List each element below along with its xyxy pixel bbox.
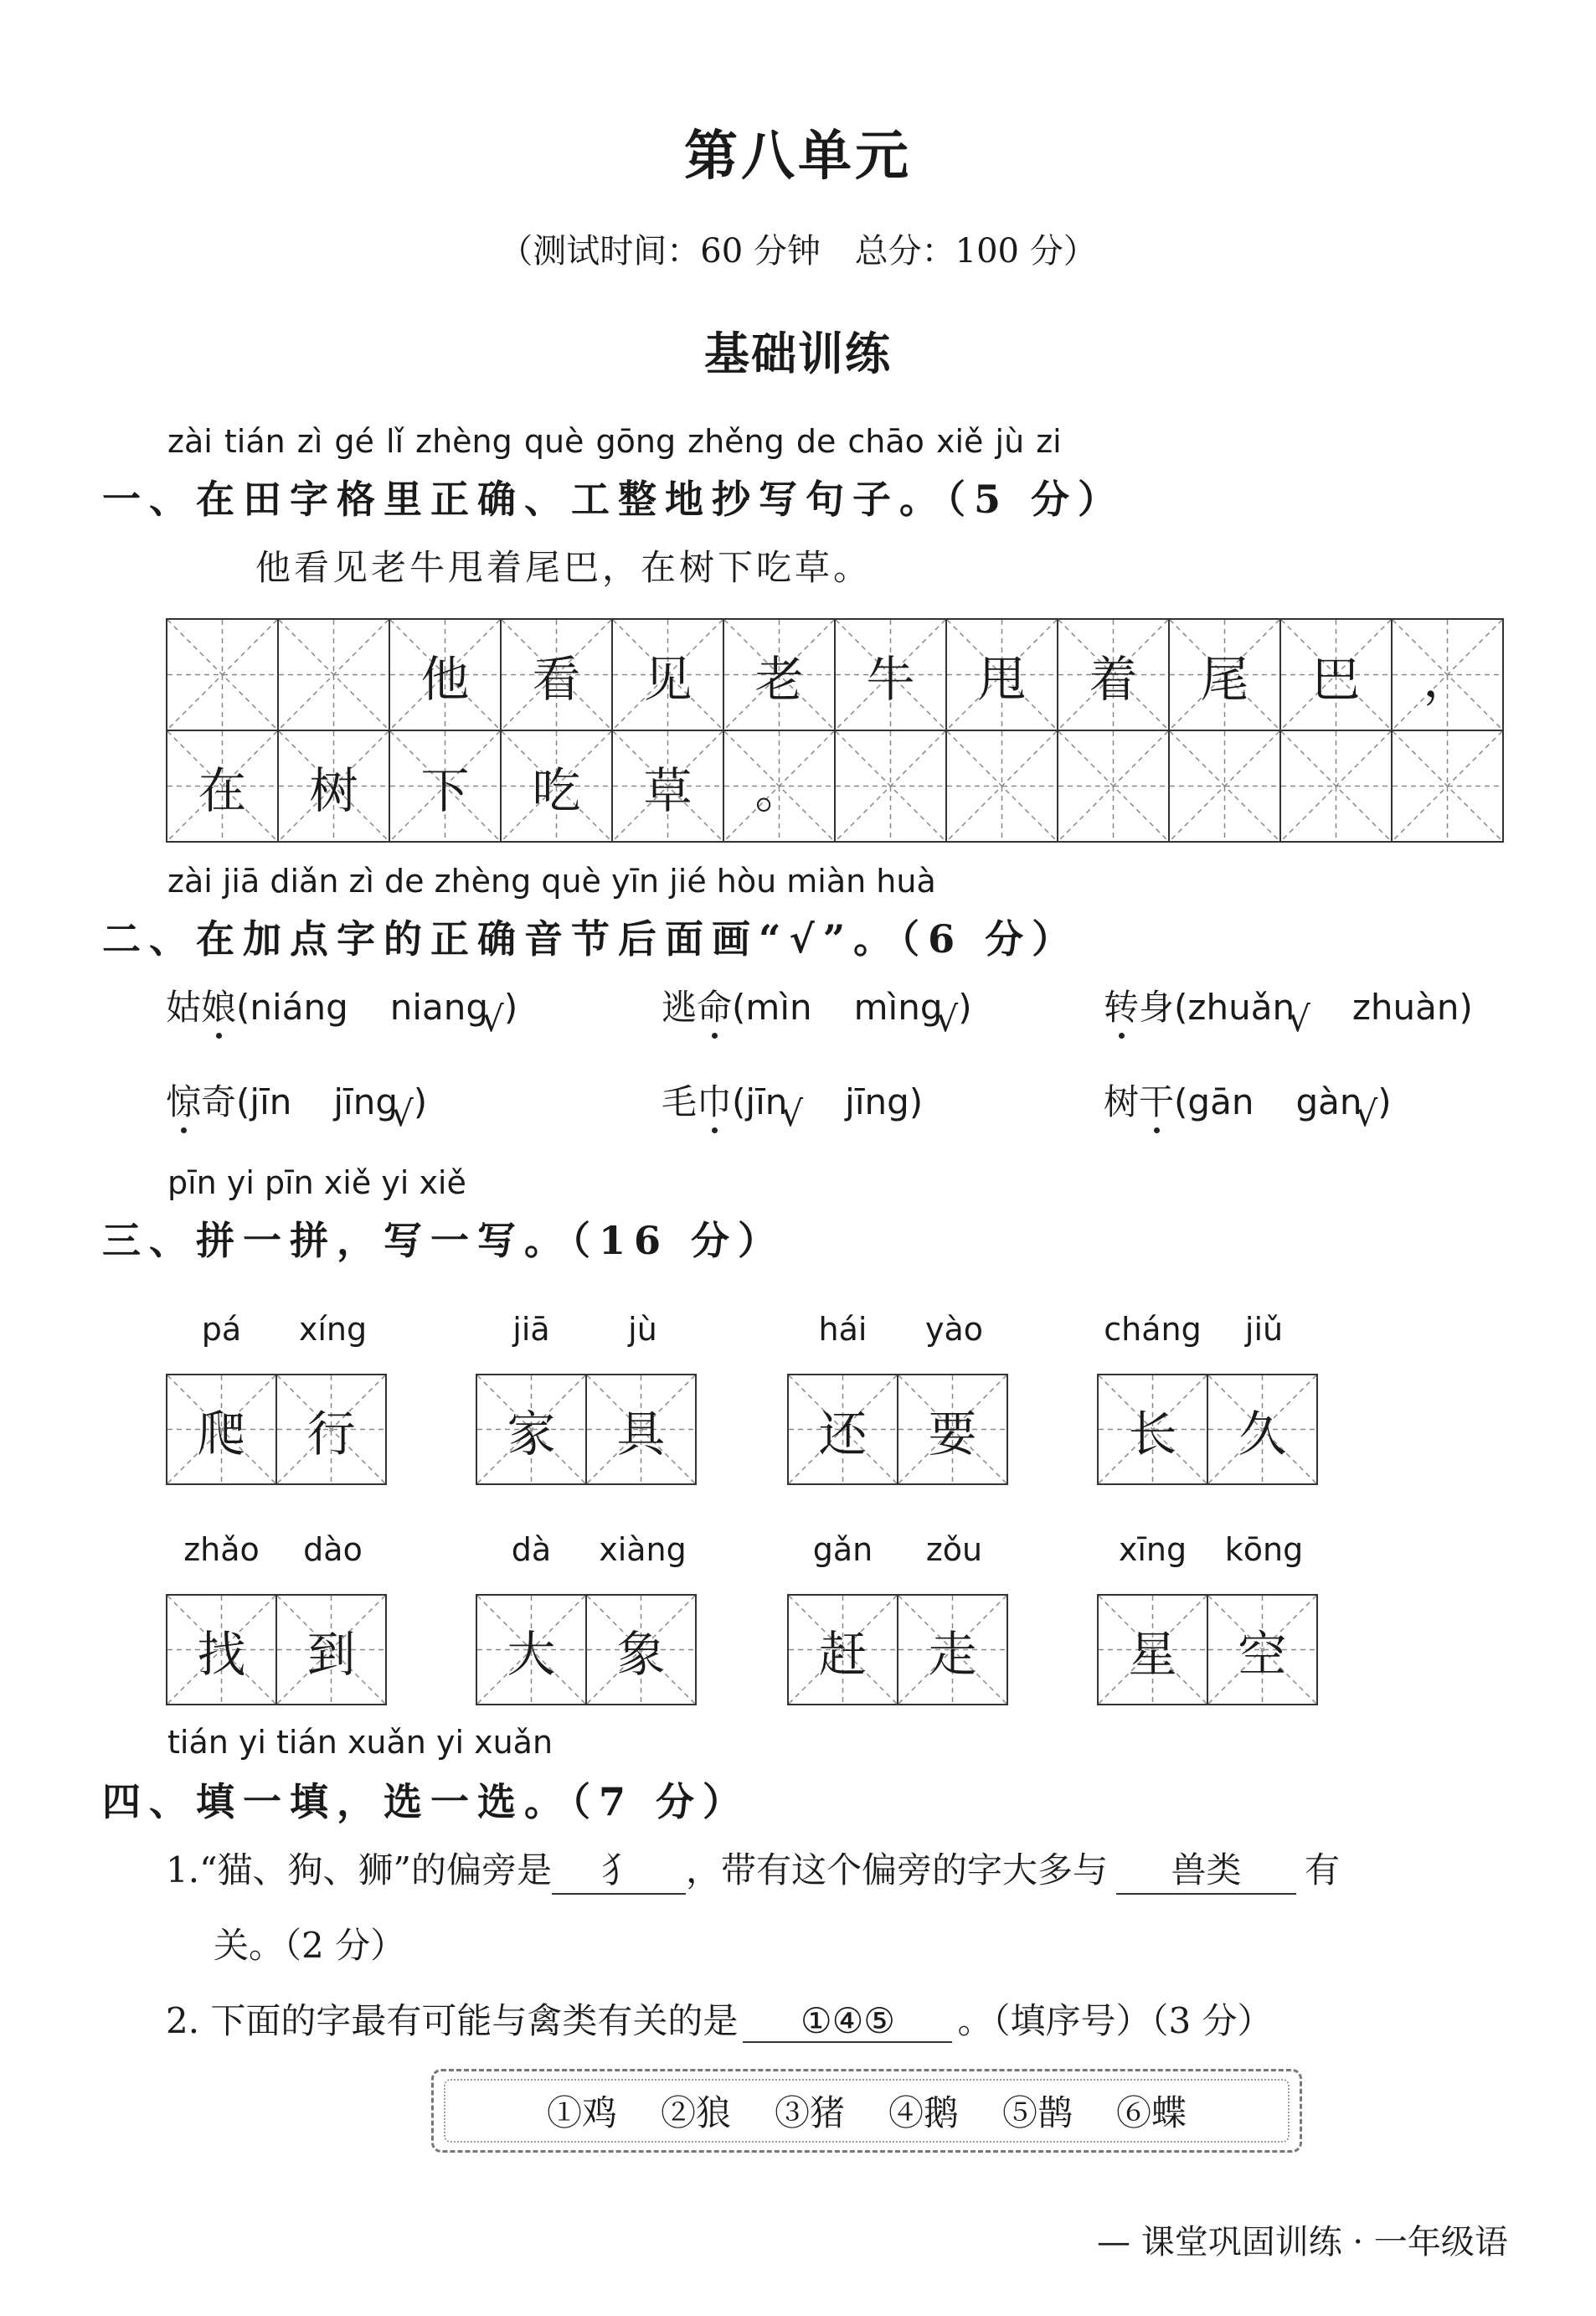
q3-grid-cell[interactable]	[1207, 1594, 1318, 1705]
q1-grid-cell[interactable]	[500, 618, 613, 731]
grid-char: 下	[420, 761, 470, 819]
q4-s1-prefix: 1.“猫、狗、狮”的偏旁是	[166, 1849, 553, 1890]
q4-choice: ⑤鹊	[1002, 2092, 1073, 2133]
q2-paren-close: )	[413, 1081, 428, 1122]
q3-grid-cell[interactable]	[1097, 1594, 1208, 1705]
q3-pinyin-1: hái	[818, 1311, 868, 1348]
q1-sentence: 他看见老牛甩着尾巴，在树下吃草。	[255, 547, 873, 588]
q2-option-b[interactable]: niang	[389, 987, 489, 1028]
q4-blank-sequence[interactable]: ①④⑤	[743, 2000, 952, 2043]
grid-char: 老	[754, 650, 804, 708]
q4-choice: ③猪	[774, 2092, 845, 2133]
q2-item	[662, 980, 972, 1039]
q2-option-a[interactable]: gān	[1187, 1081, 1254, 1122]
q3-pinyin: pīn yi pīn xiě yi xiě	[167, 1164, 466, 1201]
q3-pinyin-2: jiǔ	[1244, 1311, 1284, 1348]
q2-item	[1104, 980, 1473, 1039]
q4-choice: ⑥蝶	[1116, 2092, 1187, 2133]
grid-char: 具	[616, 1405, 666, 1462]
q3-pinyin-1: zhǎo	[183, 1531, 260, 1568]
q1-grid-cell[interactable]	[1057, 618, 1170, 731]
q3-grid-cell[interactable]	[275, 1594, 387, 1705]
q3-pinyin-2: jù	[628, 1311, 657, 1348]
grid-char: 巴	[1311, 650, 1361, 708]
grid-char	[1393, 731, 1502, 841]
q2-paren-open: (	[236, 987, 250, 1028]
q1-grid-cell[interactable]	[723, 618, 836, 731]
grid-char: 要	[928, 1405, 977, 1462]
q3-pinyin-2: kōng	[1224, 1531, 1304, 1568]
check-icon: √	[1355, 1093, 1378, 1134]
q4-s1-suffix: 有	[1305, 1849, 1341, 1890]
q4-heading: 四、填一填，选一选。（7 分）	[102, 1779, 750, 1824]
q2-option-b[interactable]: zhuàn	[1351, 987, 1460, 1028]
grid-char	[836, 731, 945, 841]
grid-char: 星	[1128, 1625, 1177, 1683]
q3-pinyin-2: zǒu	[925, 1531, 983, 1568]
q2-option-b[interactable]: jīng	[845, 1081, 909, 1122]
grid-char: 着	[1089, 650, 1138, 708]
q1-grid-cell[interactable]	[277, 730, 390, 843]
q4-sentence-2	[166, 1994, 1273, 2044]
q1-grid-cell[interactable]	[1279, 730, 1393, 843]
q2-option-b[interactable]: mìng	[853, 987, 943, 1028]
q2-paren-close: )	[503, 987, 518, 1028]
grid-char: 还	[818, 1405, 868, 1462]
q2-item	[1104, 1075, 1392, 1134]
q3-pinyin-1: gǎn	[812, 1531, 873, 1568]
test-time: （测试时间：60 分钟	[499, 232, 821, 271]
q3-grid-cell[interactable]	[897, 1374, 1008, 1485]
page-title: 第八单元	[684, 125, 912, 188]
grid-char: 到	[306, 1625, 356, 1683]
grid-char: 牛	[866, 650, 915, 708]
q1-grid-cell[interactable]	[1168, 730, 1281, 843]
q1-grid-cell[interactable]	[500, 730, 613, 843]
grid-char: 树	[309, 761, 358, 819]
q2-word-post: 身	[1139, 987, 1175, 1028]
q1-grid-cell[interactable]	[1168, 618, 1281, 731]
q4-blank-radical[interactable]: 犭	[552, 1843, 686, 1895]
test-info	[0, 224, 1596, 272]
q1-grid-cell[interactable]	[1279, 618, 1393, 731]
q2-paren-close: )	[958, 987, 972, 1028]
grid-char	[1058, 731, 1168, 841]
check-icon: √	[935, 998, 959, 1039]
q2-paren-close: )	[1377, 1081, 1392, 1122]
q1-grid-cell[interactable]	[834, 618, 947, 731]
q2-option-a[interactable]: jīn	[745, 1081, 788, 1122]
q2-option-a[interactable]: zhuǎn	[1187, 987, 1295, 1028]
q2-dotted-char: 转	[1104, 980, 1139, 1030]
grid-char: 见	[643, 650, 692, 708]
q3-pinyin-2: xíng	[298, 1311, 368, 1348]
q3-pinyin-1: jiā	[512, 1311, 550, 1348]
q4-choice: ④鹅	[888, 2092, 960, 2133]
grid-char: 久	[1238, 1405, 1287, 1462]
grid-char	[167, 620, 277, 730]
q2-paren-open: (	[732, 987, 746, 1028]
q2-heading: 二、在加点字的正确音节后面画“√”。（6 分）	[102, 916, 1079, 962]
q2-paren-open: (	[1174, 987, 1188, 1028]
grid-char: 尾	[1200, 650, 1249, 708]
check-icon: √	[1288, 998, 1310, 1039]
q4-pinyin: tián yi tián xuǎn yi xuǎn	[167, 1724, 553, 1761]
q3-grid-cell[interactable]	[585, 1374, 697, 1485]
q3-grid-cell[interactable]	[275, 1374, 387, 1485]
q2-option-a[interactable]: mìn	[745, 987, 812, 1028]
q2-dotted-char: 命	[697, 980, 732, 1030]
q1-grid-cell[interactable]	[1057, 730, 1170, 843]
q1-grid-cell[interactable]	[166, 618, 279, 731]
q2-option-b[interactable]: gàn	[1295, 1081, 1362, 1122]
q3-grid-cell[interactable]	[476, 1374, 587, 1485]
q3-pinyin-2: xiàng	[599, 1531, 687, 1568]
q2-word-pre: 树	[1104, 1081, 1140, 1122]
q4-choices-box	[431, 2069, 1302, 2153]
q3-grid-cell[interactable]	[585, 1594, 697, 1705]
q4-s1-line2: 关。（2 分）	[214, 1925, 406, 1966]
grid-char: 爬	[197, 1405, 246, 1462]
grid-char: 大	[507, 1625, 556, 1683]
q1-grid-cell[interactable]	[389, 618, 502, 731]
q2-word-pre: 逃	[662, 987, 698, 1028]
q1-grid-cell[interactable]	[945, 730, 1058, 843]
grid-char: 看	[532, 650, 581, 708]
q2-paren-open: (	[1174, 1081, 1188, 1122]
check-icon: √	[481, 998, 504, 1039]
q3-pinyin-1: cháng	[1104, 1311, 1202, 1348]
q2-pinyin: zài jiā diǎn zì de zhèng què yīn jié hòu miàn huà	[167, 863, 936, 900]
q1-grid-cell[interactable]	[277, 618, 390, 731]
q2-item	[662, 1075, 924, 1134]
q1-grid-cell[interactable]	[723, 730, 836, 843]
q3-grid-cell[interactable]	[897, 1594, 1008, 1705]
q3-pinyin-2: yào	[924, 1311, 984, 1348]
grid-char	[279, 620, 389, 730]
grid-char	[1281, 731, 1391, 841]
q2-dotted-char: 娘	[201, 980, 236, 1030]
grid-char: ，	[1423, 650, 1472, 708]
check-icon: √	[780, 1093, 804, 1134]
q2-word-pre: 姑	[166, 987, 202, 1028]
q1-grid-cell[interactable]	[945, 618, 1058, 731]
q1-pinyin: zài tián zì gé lǐ zhèng què gōng zhěng de chāo xiě jù zi	[167, 423, 1062, 460]
q4-sentence-1	[166, 1843, 1340, 1895]
q3-grid-cell[interactable]	[166, 1374, 277, 1485]
q1-grid-cell[interactable]	[611, 730, 724, 843]
q3-grid-cell[interactable]	[166, 1594, 277, 1705]
q4-s2-prefix: 2. 下面的字最有可能与禽类有关的是	[166, 2000, 739, 2041]
q2-option-a[interactable]: jīn	[250, 1081, 292, 1122]
q1-grid-cell[interactable]	[834, 730, 947, 843]
grid-char: 。	[754, 761, 804, 819]
q2-paren-open: (	[236, 1081, 250, 1122]
q4-s1-middle: ，带有这个偏旁的字大多与	[686, 1849, 1109, 1890]
grid-char: 在	[198, 761, 247, 819]
grid-char: 赶	[818, 1625, 868, 1683]
q4-choices-inner	[444, 2079, 1290, 2143]
q2-dotted-char: 巾	[697, 1075, 732, 1125]
q2-paren-close: )	[1459, 987, 1473, 1028]
q1-grid-cell[interactable]	[166, 730, 279, 843]
q4-s2-suffix: 。（填序号）（3 分）	[957, 2000, 1273, 2041]
grid-char: 草	[643, 761, 692, 819]
q3-pinyin-1: dà	[511, 1531, 552, 1568]
q3-pinyin-1: pá	[201, 1311, 242, 1348]
q1-grid-cell[interactable]	[611, 618, 724, 731]
q4-choice: ②狼	[660, 2092, 731, 2133]
q2-paren-close: )	[909, 1081, 924, 1122]
q3-grid-cell[interactable]	[787, 1374, 898, 1485]
q1-grid-cell[interactable]	[389, 730, 502, 843]
q3-pinyin-1: xīng	[1118, 1531, 1187, 1568]
q2-word-post: 奇	[201, 1081, 237, 1122]
q2-option-b[interactable]: jīng	[333, 1081, 399, 1122]
q3-grid-cell[interactable]	[1097, 1374, 1208, 1485]
section-title: 基础训练	[704, 328, 892, 380]
q4-choice: ①鸡	[546, 2092, 617, 2133]
grid-char: 空	[1238, 1625, 1287, 1683]
q1-grid-cell[interactable]	[1391, 730, 1504, 843]
q4-blank-category[interactable]: 兽类	[1116, 1843, 1296, 1895]
grid-char: 甩	[977, 650, 1027, 708]
grid-char: 家	[507, 1405, 556, 1462]
grid-char: 长	[1128, 1405, 1177, 1462]
grid-char: 找	[197, 1625, 246, 1683]
q2-paren-open: (	[732, 1081, 746, 1122]
q3-grid-cell[interactable]	[476, 1594, 587, 1705]
grid-char: 行	[306, 1405, 356, 1462]
grid-char: 走	[928, 1625, 977, 1683]
grid-char: 吃	[532, 761, 581, 819]
grid-char	[1170, 731, 1279, 841]
grid-char	[947, 731, 1057, 841]
check-icon: √	[391, 1093, 414, 1134]
q2-dotted-char: 惊	[166, 1075, 201, 1125]
q2-word-pre: 毛	[662, 1081, 698, 1122]
q2-dotted-char: 干	[1139, 1075, 1174, 1125]
q2-option-a[interactable]: niáng	[250, 987, 348, 1028]
q2-item	[166, 1075, 428, 1134]
q3-grid-cell[interactable]	[787, 1594, 898, 1705]
q1-heading: 一、在田字格里正确、工整地抄写句子。（5 分）	[102, 477, 1125, 522]
q3-pinyin-2: dào	[303, 1531, 363, 1568]
total-score: 总分：100 分）	[854, 232, 1097, 271]
q2-item	[166, 980, 518, 1039]
page-footer: — 课堂巩固训练 · 一年级语	[1097, 2223, 1508, 2262]
q1-grid-cell[interactable]	[1391, 618, 1504, 731]
grid-char: 他	[420, 650, 470, 708]
q3-grid-cell[interactable]	[1207, 1374, 1318, 1485]
q3-heading: 三、拼一拼，写一写。（16 分）	[102, 1218, 785, 1263]
grid-char: 象	[616, 1625, 666, 1683]
